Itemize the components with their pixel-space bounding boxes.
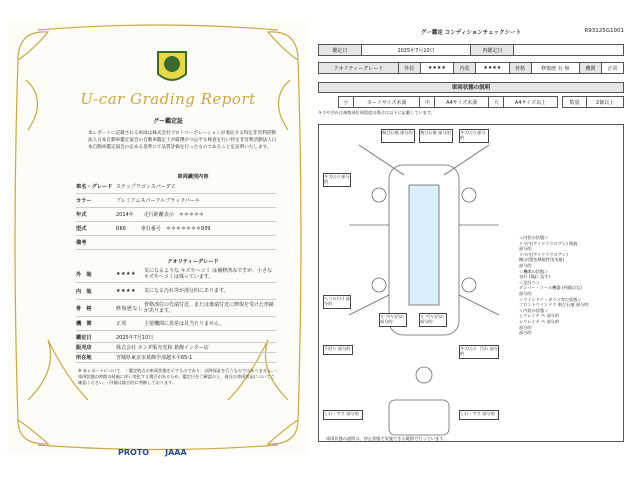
- damage-label: リプ(ヤ)汚れ 部分的: [419, 313, 447, 327]
- qty-table: 数量 2個以上: [562, 96, 624, 108]
- damage-label: リプ(ヤ)汚れ 部分的: [379, 313, 407, 327]
- size-table: 小 カードサイズ未満 中 A4サイズ未満 大 A4サイズ以上: [338, 96, 558, 108]
- sheet-id: R93125G1001: [584, 28, 624, 34]
- grade-row: 内 装 ★★★★ 気になる汚れ等が部分的にあります。: [76, 283, 276, 300]
- damage-label: 飛び石痕 部分的: [381, 129, 415, 143]
- dealer-row: 販売店 株式会社 ホンダ販売光和 葛飾インター店: [76, 343, 276, 353]
- section-vehicle-title: 車両識別内容: [177, 174, 209, 180]
- grading-certificate: [8, 20, 308, 457]
- damage-label: ヘコみ(小) 部分的: [323, 295, 351, 309]
- address-row: 所在地 宮城県東京市葛飾学部越木平65-1: [76, 353, 276, 363]
- field-row: カラー プレミアムスパークルブラックパール: [76, 194, 276, 208]
- damage-label: しわ・すす 部分的: [323, 410, 363, 420]
- field-row: 車名・グレード ステップワゴンスパーダＺ: [76, 180, 276, 194]
- date-table: 鑑定日 2025年7月10日 再鑑定日: [318, 44, 624, 56]
- jaaa-logo: JAAA: [165, 448, 187, 457]
- quality-grade-table: クオリティーグレード 外装 ★★★★ 内装 ★★★★ 骨格 修復歴 有 無 機関 正常: [318, 62, 624, 74]
- field-row: 型式 RK6 車台番号 ＊＊＊＊＊＊＊939: [76, 222, 276, 236]
- footer-note: 車両状態の説明は、停止状態で実施できる範囲で行っています。: [326, 436, 448, 441]
- brand-title: U-car Grading Report: [80, 90, 256, 108]
- damage-label: キズ(小) 部分的: [323, 173, 351, 187]
- appraisal-date-row: 鑑定日 2025年7月10日: [76, 333, 276, 343]
- field-row: 備考: [76, 236, 276, 250]
- grade-row: 骨 格 修復歴なし 骨格部位の先端付近、または後端付近に修復を受けた形跡があります。: [76, 300, 276, 317]
- damage-label: しわ・すす 部分的: [459, 410, 499, 420]
- sheet-title: グー鑑定 コンディションチェックシート: [420, 30, 522, 36]
- state-title: 車両状態の説明: [318, 82, 624, 93]
- notes-text: ※ 本レポートについて ・鑑定時点の車両状態を示すものであり、以降保証を行うものではありません。・車両状態の時間の経過に伴い変化する場合があるため、鑑定日をご確認の上、現在の車両状況についてご確認ください。・評価は総合的に判断しております。: [78, 368, 278, 385]
- damage-label: 下回り 部分的: [323, 345, 353, 355]
- intro-text: 本レポートに記載される車両は株式会社プロトコーポレーションが委託する特定非営利活動法人日本自動車鑑定協会の自動車鑑定士が厳選かつ公平な検査を行い特定非営利活動法人日本自動車鑑定協会の定める基準にて品質評価を行ったものであることを証明いたします。: [88, 131, 277, 150]
- section-quality-title: クオリティーグレード: [167, 259, 219, 265]
- damage-label: 飛び石痕 部分的: [419, 129, 453, 143]
- field-row: 年式 2014年 走行距離表示 ＊＊＊＊＊: [76, 208, 276, 222]
- certificate-title: グー鑑定証: [152, 118, 183, 125]
- footer-logos: [118, 448, 187, 457]
- grade-row: 外 装 ★★★★ 気になるような キズやヘコミ は補修済みですが、小さなキズやヘコミは残っています。: [76, 266, 276, 283]
- damage-diagram: [318, 124, 624, 442]
- proto-logo: PROTO: [118, 448, 150, 457]
- grade-row: 機 関 正常 主要機関に異常は見当たりません。: [76, 317, 276, 331]
- damage-label: キズ(小) 部分的: [459, 129, 489, 143]
- goo-seal-logo-icon: [154, 48, 190, 88]
- legend-list: ＜内装の状態＞ リヤ内(アイドラウロアン) 傷痕 部分的 リヤ内(アイドラウロアン) 横は(墨色積極性用水痕) 部分的 ＜機関の状態＞ 良好 (漏れ 直す) ＜足回り＞ ダンパー・コール機器 (到績点な) 部分的 ＜ウインドウ・ガラス等の状態＞ フロントウインドウ 飛び石痕 部分的 ＜内装の状態＞ シウレイテ ぺ 部分的 シウレイテ ぺ 部分的 部分的 部分的: [519, 235, 589, 336]
- legend-note: キズや凹みは複数部位同程度の場合は以下に記載しています。: [318, 110, 435, 115]
- damage-label: キズ(小) 汚れ 部分的: [459, 345, 499, 359]
- condition-sheet: [318, 30, 624, 446]
